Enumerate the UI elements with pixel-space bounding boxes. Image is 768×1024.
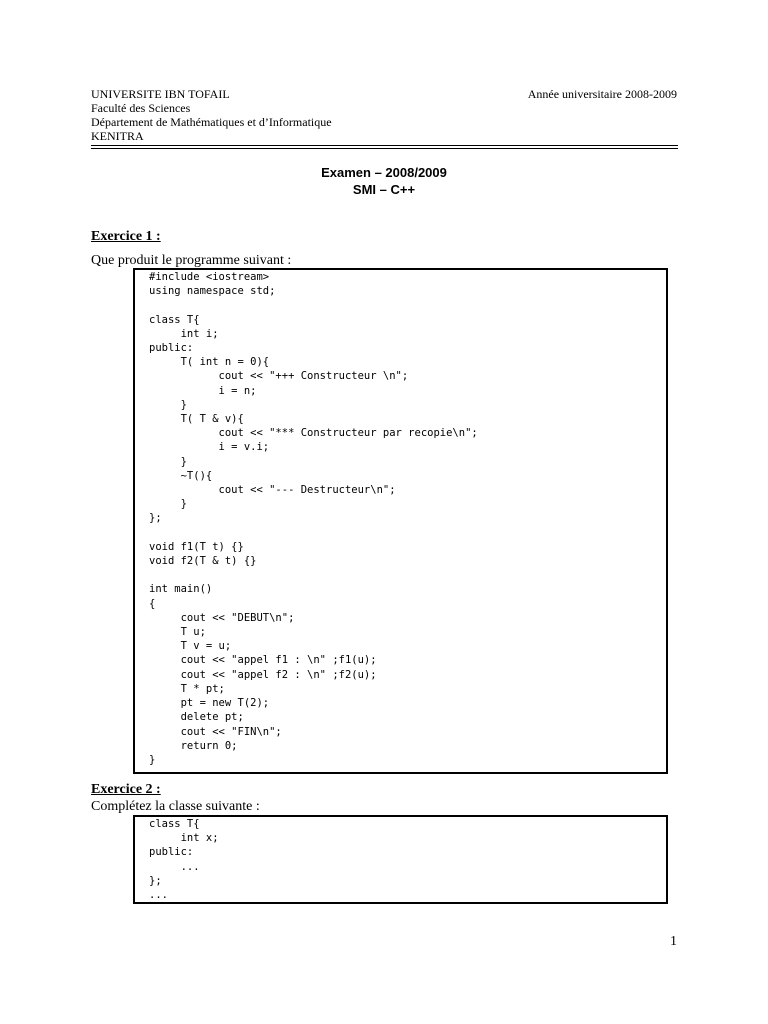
exercise1-code-box: [133, 268, 668, 774]
code-line: void f1(T t) {}: [149, 540, 244, 553]
header-rule-bottom: [91, 148, 678, 149]
code-line: T u;: [149, 626, 206, 639]
code-line: };: [149, 874, 162, 887]
code-line: cout << "+++ Constructeur \n";: [149, 370, 409, 383]
code-line: class T{: [149, 818, 200, 830]
code-line: }: [149, 398, 187, 411]
code-line: {: [149, 597, 156, 610]
university-name: UNIVERSITE IBN TOFAIL: [91, 87, 230, 101]
code-line: int i;: [149, 327, 219, 340]
code-line: return 0;: [149, 739, 238, 752]
code-line: using namespace std;: [149, 285, 276, 298]
code-line: cout << "appel f2 : \n" ;f2(u);: [149, 668, 377, 681]
code-line: #include <iostream>: [149, 271, 270, 283]
exercise2-code-box: [133, 815, 668, 904]
code-line: public:: [149, 846, 194, 859]
code-line: public:: [149, 342, 194, 355]
code-line: T * pt;: [149, 682, 225, 695]
code-line: };: [149, 512, 162, 525]
exercise2-title: Exercice 2 :: [91, 782, 161, 797]
exam-title: Examen – 2008/2009: [321, 165, 447, 180]
code-line: cout << "FIN\n";: [149, 725, 282, 738]
code-line: int main(): [149, 583, 213, 596]
code-line: ...: [149, 860, 200, 873]
department-name: Département de Mathématiques et d’Informatique: [91, 115, 332, 129]
faculty-name: Faculté des Sciences: [91, 101, 191, 115]
exercise1-prompt: Que produit le programme suivant :: [91, 253, 292, 268]
code-line: ...: [149, 889, 168, 902]
code-line: i = v.i;: [149, 441, 270, 454]
code-line: void f2(T & t) {}: [149, 555, 257, 568]
code-line: ~T(){: [149, 469, 213, 482]
code-line: T( int n = 0){: [149, 356, 270, 369]
exercise2-code: [135, 817, 666, 902]
header-rule-top: [91, 145, 678, 146]
code-line: i = n;: [149, 384, 257, 397]
exercise1-code: [135, 270, 666, 767]
code-line: int x;: [149, 832, 219, 845]
code-line: }: [149, 455, 187, 468]
code-line: }: [149, 753, 156, 766]
code-line: cout << "appel f1 : \n" ;f1(u);: [149, 654, 377, 667]
code-line: }: [149, 498, 187, 511]
code-line: T( T & v){: [149, 413, 244, 426]
code-line: T v = u;: [149, 640, 232, 653]
exercise1-title: Exercice 1 :: [91, 229, 161, 244]
page-number: 1: [670, 934, 677, 949]
code-line: cout << "DEBUT\n";: [149, 611, 295, 624]
code-line: class T{: [149, 313, 200, 326]
exam-subtitle: SMI – C++: [352, 182, 416, 197]
code-line: pt = new T(2);: [149, 697, 270, 710]
exercise2-prompt: Complétez la classe suivante :: [91, 799, 260, 814]
code-line: cout << "*** Constructeur par recopie\n";: [149, 427, 478, 440]
city-name: KENITRA: [91, 129, 144, 143]
code-line: delete pt;: [149, 711, 244, 724]
code-line: cout << "--- Destructeur\n";: [149, 484, 396, 497]
academic-year: Année universitaire 2008-2009: [527, 87, 677, 101]
